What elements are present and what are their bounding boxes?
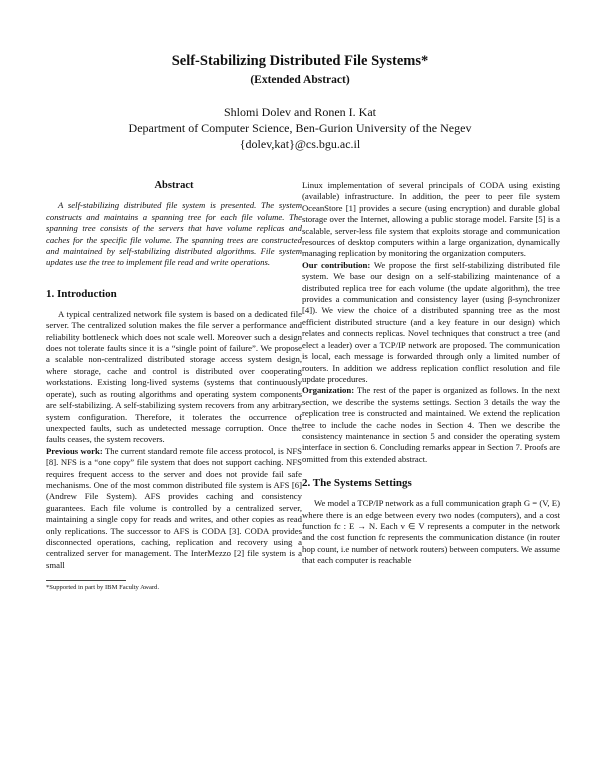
organization-text: The rest of the paper is organized as follows. In the next section, we describe the systems settings. Section 3 details the way the replication tree is constructed and maintained. We extend the replication tree to include the cache nodes in Section 4. Then we describe the consistency maintenance in section 5 and consider the operating system interface in section 6. Concluding remarks appear in Section 7. Proofs are omitted from this extended abstract. (302, 385, 560, 464)
contribution-paragraph (302, 260, 560, 385)
paper-title: Self-Stabilizing Distributed File Systems* (171, 53, 429, 69)
organization-paragraph (302, 385, 560, 465)
contribution-label: Our contribution: (302, 259, 371, 270)
paper-affiliation: Department of Computer Science, Ben-Gurion University of the Negev (128, 121, 472, 135)
left-column (46, 180, 302, 592)
paper-authors: Shlomi Dolev and Ronen I. Kat (224, 105, 376, 119)
paper-email: {dolev,kat}@cs.bgu.ac.il (239, 137, 361, 151)
footnote: *Supported in part by IBM Faculty Award. (46, 584, 160, 592)
systems-settings-paragraph: We model a TCP/IP network as a full communication graph G = (V, E) where there is an edge between every two nodes (computers), and a cost function fc : E → N. Each v ∈ V represents a computer in the network and the cost function fc represents the communication distance (in router hop count, i.e number of network routers) between computers. We assume that each computer is reachable (302, 498, 561, 566)
footnote-divider (46, 580, 126, 581)
abstract-heading: Abstract (154, 180, 194, 191)
related-work-continuation: Linux implementation of several principals of CODA using existing (available) infrastructure. In addition, the peer to peer file system OceanStore [1] provides a secure (using encryption) and durable global storage over the Internet, allowing a public storage model. Farsite [5] is a scalable, server-less file system that exploits storage and communication resources of desktop computers within a large organization, dynamically managing replication by monitoring the organization computers. (302, 180, 560, 259)
contribution-text: We propose the first self-stabilizing distributed file system. We base our design on a self-stabilizing maintenance of a distributed replica tree for each volume (the update algorithm), the tree provides a communication and consistency layer (using β-synchronizer [4]). We view the choice of a distributed spanning tree as the most efficient distributed structure (and a key feature in our design) which relates and connects replicas. Novel techniques that construct a tree (and elect a leader) over a TCP/IP network are proposed. The communication is local, each message is forwarded through only a limited number of routers. In addition we address replication conflict resolution and file update procedures. (302, 259, 560, 384)
intro-paragraph: A typical centralized network file system is based on a dedicated file server. The centralized solution makes the file server a performance and reliability bottleneck which does not scale well. Moreover such a design does not tolerate faults since it is a “single point of failure”. We propose a scalable non-centralized distributed storage access system design, where storage, cache and control is distributed over cooperating workstations. Existing long-lived systems (systems that continuously operate), such as routing algorithms and operating system components are self-stabilizing. A self-stabilizing system recovers from any arbitrary system configuration. Therefore, it tolerates the occurrence of unexpected faults, such as undetected message corruption. Once the faults ceases, the system recovers. (46, 308, 302, 445)
intro-heading: 1. Introduction (46, 287, 117, 300)
previous-work-label: Previous work: (46, 445, 103, 456)
paper-subtitle: (Extended Abstract) (250, 74, 350, 86)
abstract-text: A self-stabilizing distributed file system is presented. The system constructs and maintains a spanning tree for each file volume. The spanning tree consists of the servers that have volume replicas and caches for the specific file volume. The spanning trees are constructed and maintained by self-stabilizing distributed algorithms. File system updates use the tree to implement file read and write operations. (46, 200, 302, 268)
systems-settings-heading: 2. The Systems Settings (302, 477, 412, 490)
organization-label: Organization: (302, 385, 355, 396)
previous-work-paragraph (46, 446, 302, 571)
right-column (302, 180, 560, 567)
paper-header (60, 52, 540, 152)
previous-work-text: The current standard remote file access protocol, is NFS [8]. NFS is a “one copy” file system that does not support caching. NFS requires frequent access to the server and does not provide fail safe mechanisms. One of the most common distributed file system is AFS [6] (Andrew File System). AFS provides caching and consistency guarantees. Each file volume is controlled by a centralized server, maintaining a single copy for reads and writes, and other copies as read only replications. The successor to AFS is CODA [3]. CODA provides disconnected operations, caching, replication and recovery using a centralized server for management. The InterMezzo [2] file system is a small (46, 445, 303, 570)
